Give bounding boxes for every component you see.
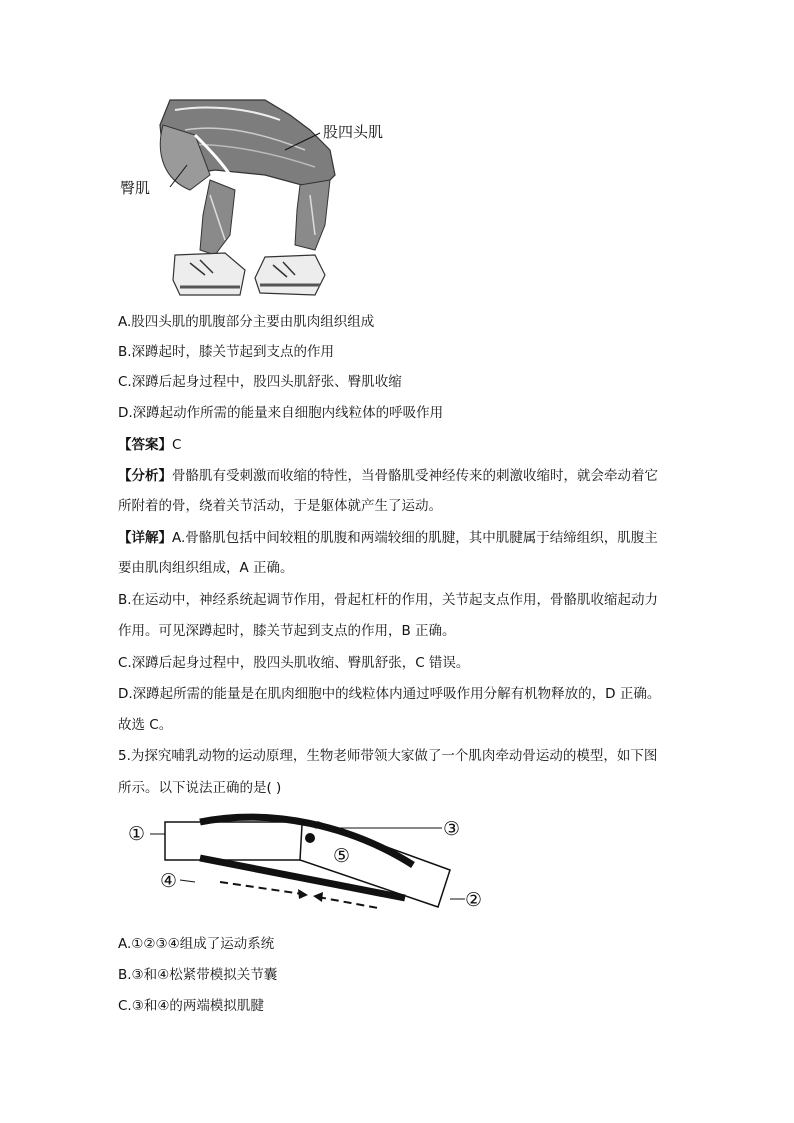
detail-tag: 【详解】 — [118, 530, 172, 546]
label-5: ⑤ — [333, 845, 351, 867]
squat-muscle-figure — [115, 95, 420, 305]
q4-option-b: B.深蹲起时，膝关节起到支点的作用 — [118, 344, 335, 360]
detail-line-1 — [118, 528, 658, 548]
analysis-line-1 — [118, 466, 658, 486]
muscle-bone-model-figure — [120, 810, 500, 920]
analysis-line-2: 所附着的骨，绕着关节活动，于是躯体就产生了运动。 — [118, 498, 442, 514]
analysis-text-1: 骨骼肌有受刺激而收缩的特性，当骨骼肌受神经传来的刺激收缩时，就会牵动着它 — [172, 468, 658, 484]
q5-stem-line-1: 5.为探究哺乳动物的运动原理，生物老师带领大家做了一个肌肉牵动骨运动的模型，如下图 — [118, 748, 658, 764]
label-quadriceps: 股四头肌 — [323, 123, 384, 141]
detail-line-7: 故选 C。 — [118, 717, 173, 733]
label-4: ④ — [160, 870, 178, 892]
detail-line-5: C.深蹲后起身过程中，股四头肌收缩、臀肌舒张，C 错误。 — [118, 655, 470, 671]
q5-stem-line-2: 所示。以下说法正确的是( ) — [118, 780, 282, 796]
detail-line-6: D.深蹲起所需的能量是在肌肉细胞中的线粒体内通过呼吸作用分解有机物释放的，D 正确。 — [118, 686, 661, 702]
detail-line-3: B.在运动中，神经系统起调节作用，骨起杠杆的作用，关节起支点作用，骨骼肌收缩起动力 — [118, 592, 659, 608]
answer-line — [118, 435, 181, 455]
q4-option-a: A.股四头肌的肌腹部分主要由肌肉组织组成 — [118, 314, 375, 330]
answer-value: C — [172, 437, 182, 453]
q5-option-c: C.③和④的两端模拟肌腱 — [118, 998, 264, 1014]
label-3: ③ — [443, 818, 461, 840]
label-2: ② — [465, 889, 483, 911]
detail-line-2: 要由肌肉组织组成，A 正确。 — [118, 560, 294, 576]
label-1: ① — [128, 823, 146, 845]
answer-tag: 【答案】 — [118, 437, 172, 453]
label-glute: 臀肌 — [120, 179, 151, 197]
detail-line-4: 作用。可见深蹲起时，膝关节起到支点的作用，B 正确。 — [118, 623, 456, 639]
q5-option-a: A.①②③④组成了运动系统 — [118, 936, 275, 952]
detail-text-1: A.骨骼肌包括中间较粗的肌腹和两端较细的肌腱，其中肌腱属于结缔组织，肌腹主 — [172, 530, 658, 546]
q5-option-b: B.③和④松紧带模拟关节囊 — [118, 967, 278, 983]
analysis-tag: 【分析】 — [118, 468, 172, 484]
q4-option-c: C.深蹲后起身过程中，股四头肌舒张、臀肌收缩 — [118, 374, 402, 390]
q4-option-d: D.深蹲起动作所需的能量来自细胞内线粒体的呼吸作用 — [118, 405, 444, 421]
